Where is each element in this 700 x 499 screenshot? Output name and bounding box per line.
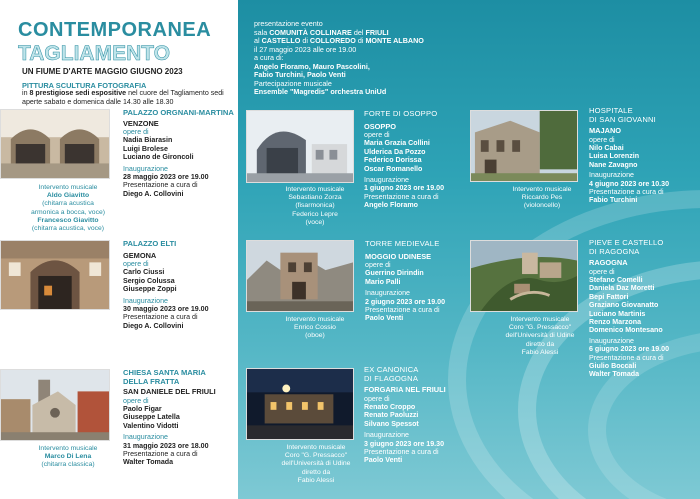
city-name: MAJANO <box>589 126 622 136</box>
music-moggio: Intervento musicale Enrico Cossio (oboe) <box>285 316 345 340</box>
city-name: OSOPPO <box>364 121 397 131</box>
music-venzone: Intervento musicale Aldo Giavitto (chitarra acustica armonica a bocca, voce) Francesco Giavitto (chitarra acustica, voce) <box>30 184 106 233</box>
city-name: VENZONE <box>123 118 159 128</box>
venue-name: PALAZZO ORGNANI-MARTINA <box>123 108 234 117</box>
venue-name: FORTE DI OSOPPO <box>364 109 438 118</box>
venue-card-gemona: PALAZZO ELTI GEMONA opere di Carlo Ciussi Sergio Colussa Giuseppe Zoppi Inaugurazione 30 maggio 2023 ore 19.00 Presentazione a cura di Diego A. Collovini <box>123 240 238 330</box>
venue-name: PALAZZO ELTI <box>123 239 177 248</box>
city-name: GEMONA <box>123 250 157 260</box>
forgaria-photo <box>246 368 354 440</box>
music-san-daniele: Intervento musicale Marco Di Lena (chitarra classica) <box>38 445 98 469</box>
venue-card-ragogna: PIEVE E CASTELLO DI RAGOGNA RAGOGNA opere di Stefano Comelli Daniela Daz Moretti Bepi Fattori Graziano Giovanatto Luciano Martinis Renzo Marzona Domenico Montesano Inaugurazione 6 giugno 2023 ore 19.00 Presentazione a cura di Giulio Boccali Walter Tomada <box>589 239 699 379</box>
city-name: FORGARIA NEL FRIULI <box>364 385 446 395</box>
moggio-photo <box>246 240 354 312</box>
city-name: MOGGIO UDINESE <box>365 251 432 261</box>
subtitle: UN FIUME D'ARTE MAGGIO GIUGNO 2023 <box>22 67 183 76</box>
venue-name: TORRE MEDIEVALE <box>365 239 440 248</box>
venue-card-forgaria: EX CANONICA DI FLAGOGNA FORGARIA NEL FRIULI opere di Renato Croppo Renato Paoluzzi Silvano Spessot Inaugurazione 3 giugno 2023 ore 19.30 Presentazione a cura di Paolo Venti <box>364 366 484 465</box>
majano-photo <box>470 110 578 182</box>
venue-name: EX CANONICA <box>364 365 419 374</box>
event-presentation: presentazione evento sala COMUNITÀ COLLINARE del FRIULI al CASTELLO di COLLOREDO di MONTE ALBANO il 27 maggio 2023 alle ore 19.00 a cura di: Angelo Floramo, Mauro Pascolini, Fabio Turchini, Paolo Venti Partecipazione musicale Ensemble "Magredis" orchestra UniUd <box>254 19 424 96</box>
san-daniele-photo <box>0 369 110 441</box>
music-forgaria: Intervento musicale Coro "G. Pressacco" dell'Università di Udine diretto da Fabio Alessi <box>281 444 351 484</box>
city-name: SAN DANIELE DEL FRIULI <box>123 387 216 397</box>
venue-name: CHIESA SANTA MARIA <box>123 368 206 377</box>
city-name: RAGOGNA <box>589 258 628 268</box>
music-majano: Intervento musicale Riccardo Pes (violoncello) <box>512 186 572 210</box>
title-line-2: TAGLIAMENTO <box>18 42 171 65</box>
intro-text: in 8 prestigiose sedi espositive nel cuore del Tagliamento sedi aperte sabato e domenica dalle 14.30 alle 18.30 <box>22 89 224 106</box>
ragogna-photo <box>470 240 578 312</box>
title-line-1: CONTEMPORANEA <box>18 19 212 41</box>
venue-card-osoppo: FORTE DI OSOPPO OSOPPO opere di Maria Grazia Collini Ulderica Da Pozzo Federico Dorissa Oscar Romanello Inaugurazione 1 giugno 2023 ore 19.00 Presentazione a cura di Angelo Floramo <box>364 110 484 210</box>
music-osoppo: Intervento musicale Sebastiano Zorza (fisarmonica) Federico Lepre (voce) <box>285 186 345 226</box>
gemona-photo <box>0 240 110 310</box>
venue-name: HOSPITALE <box>589 106 633 115</box>
venue-card-san-daniele: CHIESA SANTA MARIA DELLA FRATTA SAN DANIELE DEL FRIULI opere di Paolo Figar Giuseppe Latella Valentino Vidotti Inaugurazione 31 maggio 2023 ore 18.00 Presentazione a cura di Walter Tomada <box>123 369 238 467</box>
venue-card-venzone: PALAZZO ORGNANI-MARTINA VENZONE opere di Nadia Biarasin Luigi Brolese Luciano de Gironcoli Inaugurazione 28 maggio 2023 ore 19.00 Presentazione a cura di Diego A. Collovini <box>123 109 238 198</box>
music-ragogna: Intervento musicale Coro "G. Pressacco" dell'Università di Udine diretto da Fabio Alessi <box>505 316 575 356</box>
disciplines: PITTURA SCULTURA FOTOGRAFIA <box>22 81 147 90</box>
venzone-photo <box>0 109 110 179</box>
venue-card-majano: HOSPITALE DI SAN GIOVANNI MAJANO opere di Nilo Cabai Luisa Lorenzin Nane Zavagno Inaugurazione 4 giugno 2023 ore 10.30 Presentazione a cura di Fabio Turchini <box>589 107 699 205</box>
venue-name: PIEVE E CASTELLO <box>589 238 664 247</box>
osoppo-photo <box>246 110 354 183</box>
venue-card-moggio: TORRE MEDIEVALE MOGGIO UDINESE opere di Guerrino Dirindin Mario Palli Inaugurazione 2 giugno 2023 ore 19.00 Presentazione a cura di Paolo Venti <box>365 240 485 323</box>
